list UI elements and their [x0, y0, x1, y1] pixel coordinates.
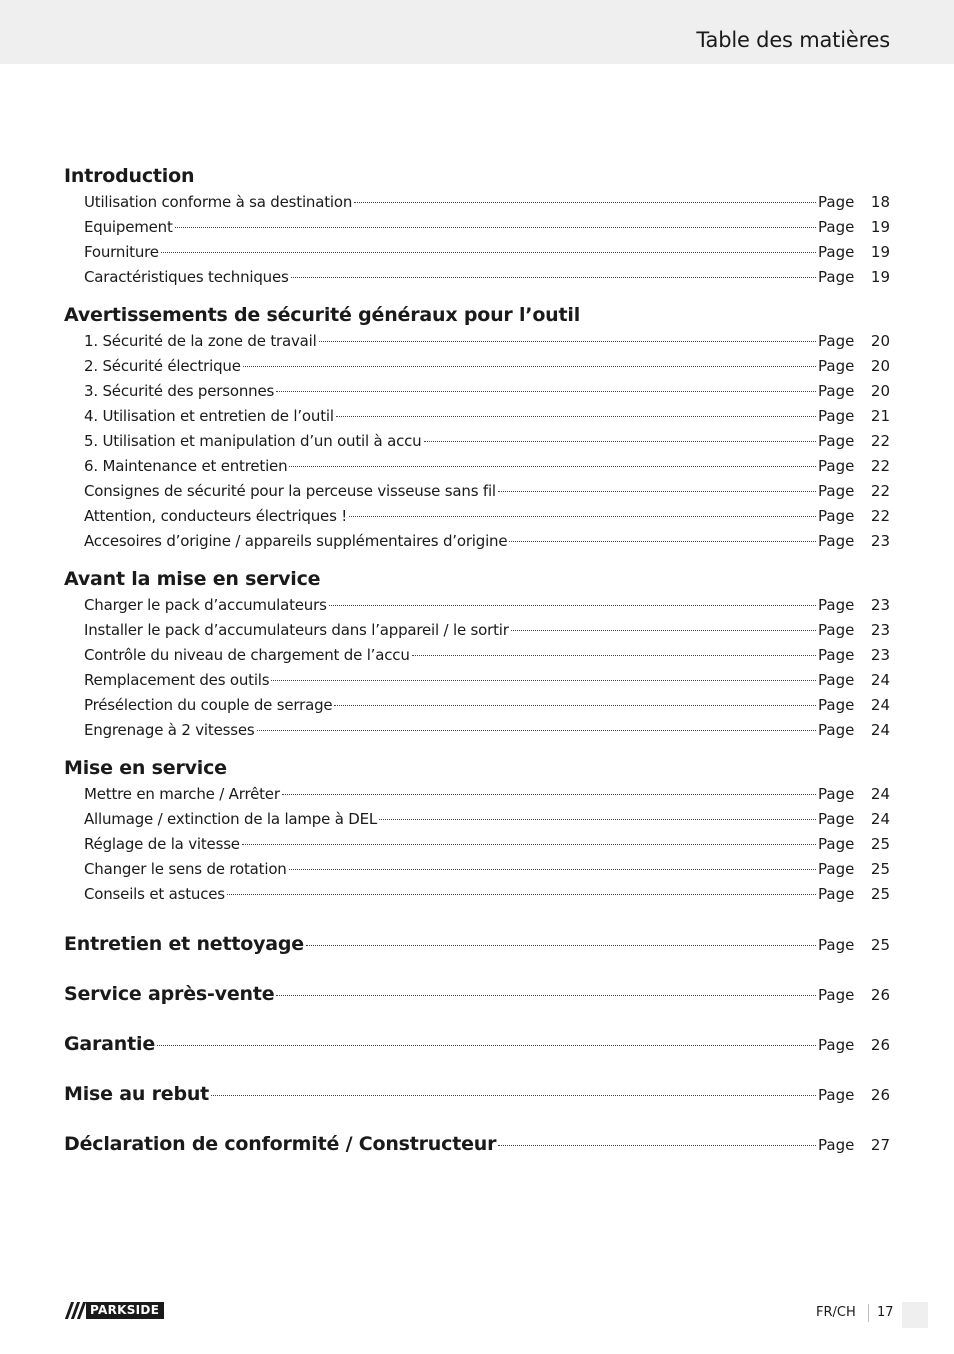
main-entry-title: Service après-vente	[64, 983, 275, 1005]
spacer	[64, 743, 890, 754]
page-number: 24	[870, 721, 890, 739]
page-number: 22	[870, 507, 890, 525]
page-ref	[818, 265, 890, 290]
toc-entry[interactable]	[64, 190, 890, 215]
page-number: 23	[870, 621, 890, 639]
page-number: 25	[870, 936, 890, 954]
toc-entry[interactable]	[64, 857, 890, 882]
page-number: 19	[870, 268, 890, 286]
section-items	[64, 329, 890, 554]
page-number: 24	[870, 785, 890, 803]
section-heading: Avant la mise en service	[64, 568, 321, 590]
dot-leader	[334, 705, 816, 706]
page-number: 23	[870, 596, 890, 614]
page-ref	[818, 593, 890, 618]
page-ref	[818, 1120, 890, 1170]
toc-main-entry-service[interactable]	[64, 969, 890, 1019]
page-label: Page	[818, 671, 855, 689]
toc-entry[interactable]	[64, 429, 890, 454]
page-number: 18	[870, 193, 890, 211]
page-number: 19	[870, 243, 890, 261]
page-label: Page	[818, 646, 855, 664]
page-label: Page	[818, 432, 855, 450]
page-ref	[818, 970, 890, 1020]
toc-main-entry-disposal[interactable]	[64, 1069, 890, 1119]
dot-leader	[379, 819, 816, 820]
dot-leader	[412, 655, 816, 656]
section-items	[64, 593, 890, 743]
toc-entry[interactable]	[64, 329, 890, 354]
toc-entry[interactable]	[64, 240, 890, 265]
toc-main-entry-maintenance[interactable]	[64, 919, 890, 969]
section-heading: Introduction	[64, 165, 195, 187]
page-label: Page	[818, 785, 855, 803]
entry-text: Installer le pack d’accumulateurs dans l’appareil / le sortir	[84, 621, 509, 639]
section-heading: Mise en service	[64, 757, 227, 779]
entry-text: 5. Utilisation et manipulation d’un outil à accu	[84, 432, 422, 450]
dot-leader	[336, 416, 816, 417]
page-ref	[818, 857, 890, 882]
entry-text: 4. Utilisation et entretien de l’outil	[84, 407, 334, 425]
page-label: Page	[818, 1036, 855, 1054]
dot-leader	[157, 1045, 816, 1046]
dot-leader	[291, 277, 816, 278]
page-ref	[818, 240, 890, 265]
dot-leader	[243, 366, 816, 367]
page-number: 22	[870, 432, 890, 450]
page-ref	[818, 215, 890, 240]
entry-text: Equipement	[84, 218, 173, 236]
page-label: Page	[818, 1136, 855, 1154]
toc-section-safety-warnings	[64, 301, 890, 554]
page-ref	[818, 643, 890, 668]
page-label: Page	[818, 482, 855, 500]
toc-entry[interactable]	[64, 782, 890, 807]
toc-entry[interactable]	[64, 643, 890, 668]
toc-entry[interactable]	[64, 882, 890, 907]
page-ref	[818, 429, 890, 454]
section-items	[64, 782, 890, 907]
dot-leader	[306, 945, 816, 946]
dot-leader	[276, 995, 816, 996]
dot-leader	[161, 252, 816, 253]
section-items	[64, 190, 890, 290]
dot-leader	[319, 341, 816, 342]
page-label: Page	[818, 721, 855, 739]
page-ref	[818, 1070, 890, 1120]
page-number: 22	[870, 457, 890, 475]
entry-text: 3. Sécurité des personnes	[84, 382, 275, 400]
page-label: Page	[818, 532, 855, 550]
section-heading: Avertissements de sécurité généraux pour l’outil	[64, 304, 581, 326]
toc-entry[interactable]	[64, 454, 890, 479]
page-number: 20	[870, 332, 890, 350]
page-ref	[818, 479, 890, 504]
logo-text: PARKSIDE	[86, 1302, 164, 1319]
page-label: Page	[818, 936, 855, 954]
page-label: Page	[818, 986, 855, 1004]
table-of-contents	[64, 162, 890, 1169]
toc-section-before-use	[64, 565, 890, 743]
toc-entry[interactable]	[64, 529, 890, 554]
toc-entry[interactable]	[64, 379, 890, 404]
page-label: Page	[818, 696, 855, 714]
page-number: 25	[870, 860, 890, 878]
page-ref	[818, 504, 890, 529]
page-label: Page	[818, 243, 855, 261]
toc-main-entry-declaration[interactable]	[64, 1119, 890, 1169]
dot-leader	[276, 391, 816, 392]
dot-leader	[354, 202, 816, 203]
entry-text: 1. Sécurité de la zone de travail	[84, 332, 317, 350]
dot-leader	[227, 894, 816, 895]
entry-text: Accesoires d’origine / appareils supplémentaires d’origine	[84, 532, 508, 550]
page-ref	[818, 882, 890, 907]
page-ref	[818, 190, 890, 215]
page-ref	[818, 1020, 890, 1070]
entry-text: 6. Maintenance et entretien	[84, 457, 288, 475]
page-label: Page	[818, 810, 855, 828]
toc-entry[interactable]	[64, 618, 890, 643]
page-label: Page	[818, 621, 855, 639]
dot-leader	[511, 630, 816, 631]
main-entry-title: Déclaration de conformité / Constructeur	[64, 1133, 497, 1155]
toc-entry[interactable]	[64, 718, 890, 743]
page-label: Page	[818, 382, 855, 400]
toc-entry[interactable]	[64, 807, 890, 832]
page-ref	[818, 529, 890, 554]
page-ref	[818, 832, 890, 857]
page-label: Page	[818, 332, 855, 350]
page-ref	[818, 920, 890, 970]
footer-page-number: 17	[877, 1305, 894, 1320]
page-label: Page	[818, 268, 855, 286]
page-number: 24	[870, 671, 890, 689]
page-ref	[818, 618, 890, 643]
parkside-logo	[64, 1302, 176, 1319]
page-number: 19	[870, 218, 890, 236]
entry-text: Contrôle du niveau de chargement de l’accu	[84, 646, 410, 664]
dot-leader	[424, 441, 817, 442]
page-ref	[818, 404, 890, 429]
entry-text: Mettre en marche / Arrêter	[84, 785, 280, 803]
page-number: 27	[870, 1136, 890, 1154]
entry-text: Présélection du couple de serrage	[84, 696, 333, 714]
dot-leader	[211, 1095, 816, 1096]
page-ref	[818, 718, 890, 743]
entry-text: Charger le pack d’accumulateurs	[84, 596, 327, 614]
footer-divider	[868, 1304, 869, 1322]
dot-leader	[498, 1145, 816, 1146]
entry-text: Consignes de sécurité pour la perceuse visseuse sans fil	[84, 482, 496, 500]
page-label: Page	[818, 885, 855, 903]
page-number: 21	[870, 407, 890, 425]
page-number: 23	[870, 646, 890, 664]
toc-section-operation	[64, 754, 890, 907]
toc-main-entry-warranty[interactable]	[64, 1019, 890, 1069]
page-number: 23	[870, 532, 890, 550]
dot-leader	[257, 730, 817, 731]
dot-leader	[498, 491, 816, 492]
toc-entry[interactable]	[64, 593, 890, 618]
entry-text: Remplacement des outils	[84, 671, 270, 689]
page-number: 26	[870, 1086, 890, 1104]
page-label: Page	[818, 218, 855, 236]
page-label: Page	[818, 835, 855, 853]
page-ref	[818, 693, 890, 718]
toc-entry[interactable]	[64, 404, 890, 429]
dot-leader	[242, 844, 816, 845]
header-band	[0, 0, 954, 64]
logo-stripes-icon	[64, 1302, 86, 1319]
page-number: 20	[870, 382, 890, 400]
toc-entry[interactable]	[64, 354, 890, 379]
dot-leader	[329, 605, 816, 606]
page-number: 22	[870, 482, 890, 500]
page-number: 24	[870, 810, 890, 828]
dot-leader	[349, 516, 816, 517]
toc-section-introduction	[64, 162, 890, 290]
toc-entry[interactable]	[64, 693, 890, 718]
page-label: Page	[818, 860, 855, 878]
dot-leader	[289, 869, 816, 870]
dot-leader	[509, 541, 816, 542]
entry-text: Caractéristiques techniques	[84, 268, 289, 286]
page-number: 26	[870, 1036, 890, 1054]
page-ref	[818, 354, 890, 379]
dot-leader	[282, 794, 816, 795]
entry-text: Conseils et astuces	[84, 885, 225, 903]
toc-entry[interactable]	[64, 832, 890, 857]
entry-text: Allumage / extinction de la lampe à DEL	[84, 810, 378, 828]
toc-entry[interactable]	[64, 504, 890, 529]
dot-leader	[271, 680, 816, 681]
toc-entry[interactable]	[64, 215, 890, 240]
spacer	[64, 290, 890, 301]
page-number: 25	[870, 835, 890, 853]
page-number: 25	[870, 885, 890, 903]
page-title: Table des matières	[696, 28, 890, 52]
entry-text: Attention, conducteurs électriques !	[84, 507, 348, 525]
toc-entry[interactable]	[64, 479, 890, 504]
page-label: Page	[818, 193, 855, 211]
footer-tab-marker	[902, 1302, 928, 1328]
page-ref	[818, 379, 890, 404]
dot-leader	[175, 227, 816, 228]
footer-language: FR/CH	[816, 1305, 856, 1320]
entry-text: Changer le sens de rotation	[84, 860, 287, 878]
spacer	[64, 554, 890, 565]
page-ref	[818, 329, 890, 354]
page-number: 20	[870, 357, 890, 375]
entry-text: Utilisation conforme à sa destination	[84, 193, 353, 211]
page-label: Page	[818, 507, 855, 525]
toc-entry[interactable]	[64, 668, 890, 693]
dot-leader	[289, 466, 816, 467]
toc-entry[interactable]	[64, 265, 890, 290]
spacer	[64, 907, 890, 919]
page-label: Page	[818, 457, 855, 475]
page-ref	[818, 454, 890, 479]
page-number: 24	[870, 696, 890, 714]
page-number: 26	[870, 986, 890, 1004]
entry-text: Fourniture	[84, 243, 159, 261]
page-label: Page	[818, 407, 855, 425]
main-entry-title: Garantie	[64, 1033, 156, 1055]
page-ref	[818, 668, 890, 693]
entry-text: 2. Sécurité électrique	[84, 357, 241, 375]
entry-text: Engrenage à 2 vitesses	[84, 721, 255, 739]
page-label: Page	[818, 357, 855, 375]
page-label: Page	[818, 1086, 855, 1104]
page-ref	[818, 807, 890, 832]
main-entry-title: Entretien et nettoyage	[64, 933, 304, 955]
entry-text: Réglage de la vitesse	[84, 835, 240, 853]
page-ref	[818, 782, 890, 807]
main-entry-title: Mise au rebut	[64, 1083, 210, 1105]
page-label: Page	[818, 596, 855, 614]
